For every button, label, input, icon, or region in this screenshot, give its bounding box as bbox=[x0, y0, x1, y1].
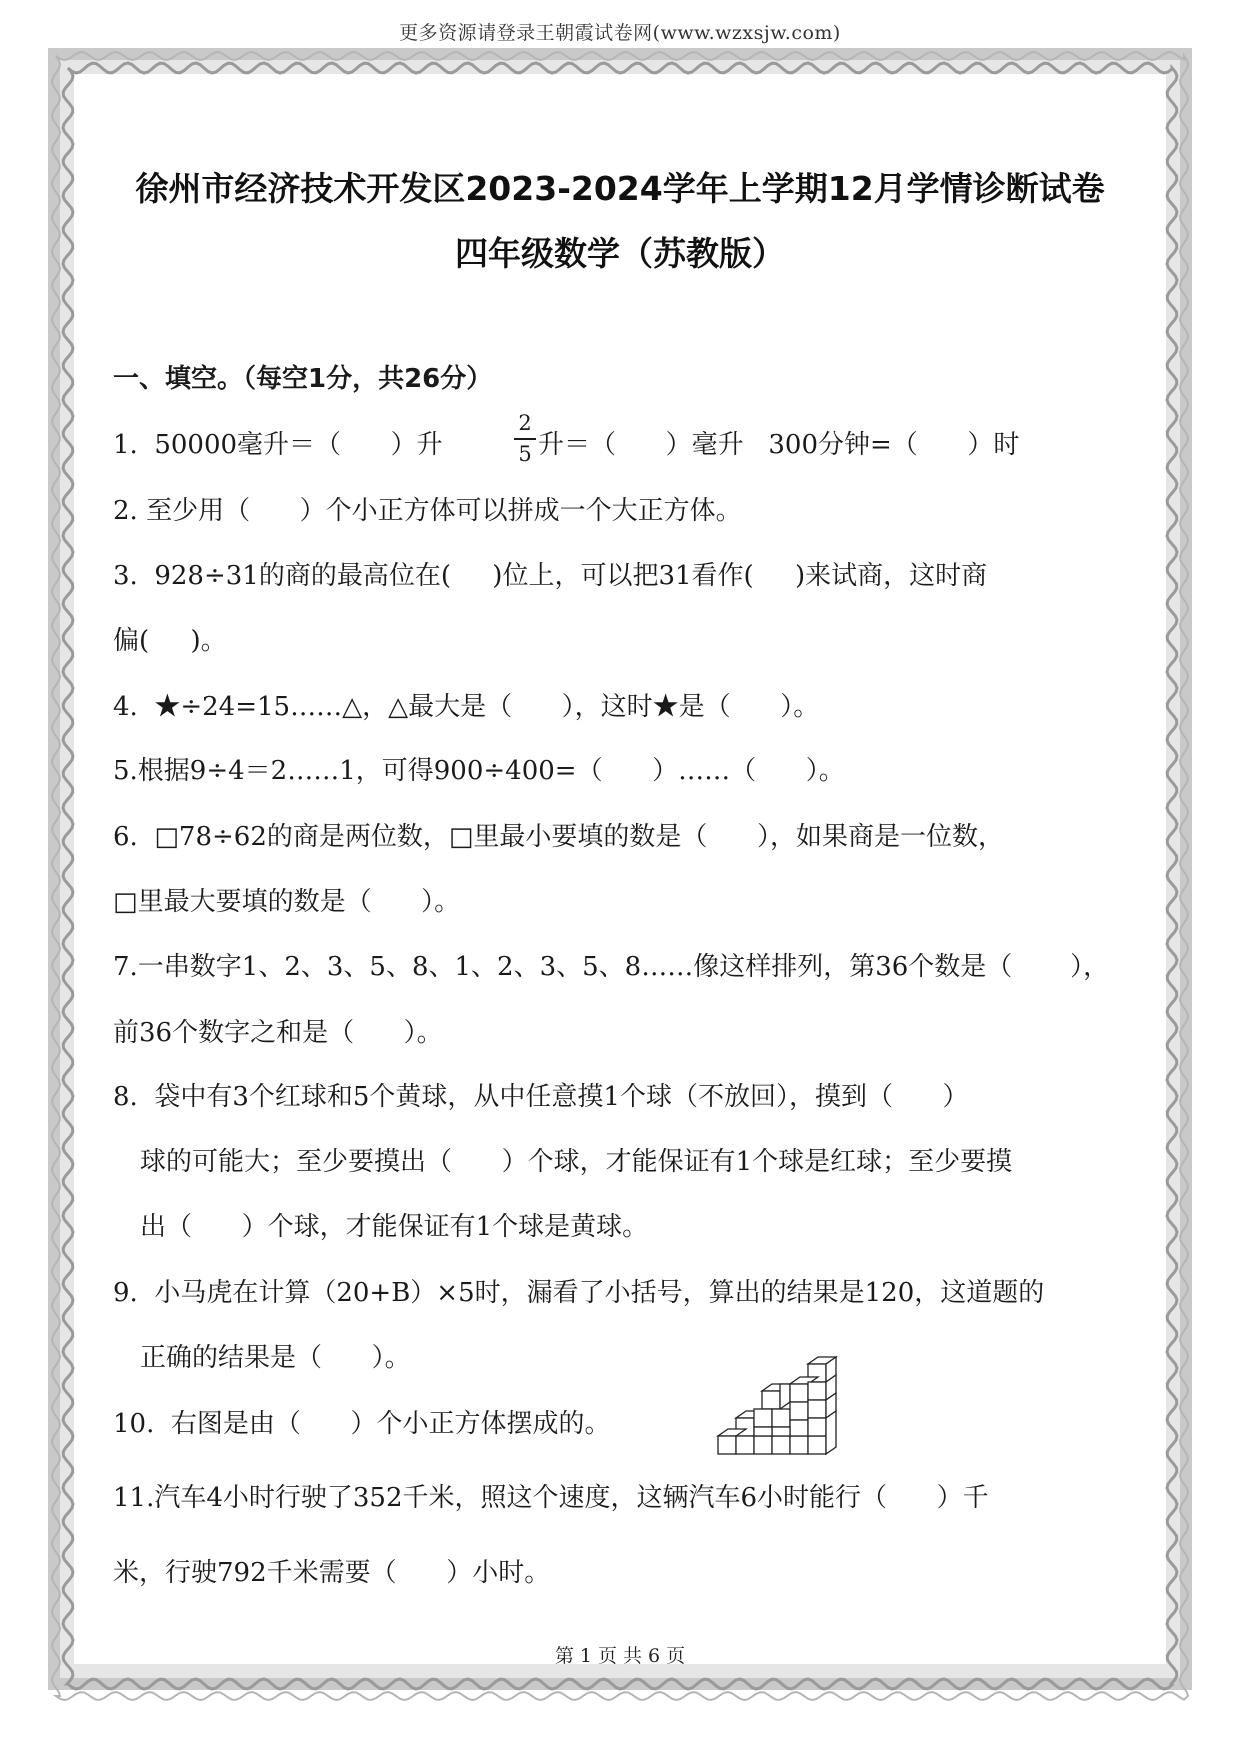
question-11-line-1: 11.汽车4小时行驶了352千米，照这个速度，这辆汽车6小时能行（ ）千 bbox=[113, 1483, 989, 1513]
question-2: 2. 至少用（ ）个小正方体可以拼成一个大正方体。 bbox=[113, 496, 742, 526]
question-1-part-b: 升＝（ ）毫升 300分钟=（ ）时 bbox=[538, 430, 1020, 460]
question-8-line-1: 8. 袋中有3个红球和5个黄球，从中任意摸1个球（不放回），摸到（ ） bbox=[113, 1082, 969, 1112]
question-6-line-2: □里最大要填的数是（ ）。 bbox=[113, 887, 461, 917]
fraction-numerator: 2 bbox=[518, 411, 532, 435]
question-6-line-1: 6. □78÷62的商是两位数，□里最小要填的数是（ ），如果商是一位数， bbox=[113, 822, 1005, 852]
question-3-line-2: 偏( )。 bbox=[113, 626, 227, 656]
cube-stack-figure bbox=[716, 1353, 850, 1459]
fraction-bar bbox=[514, 438, 536, 440]
question-4: 4. ★÷24=15……△，△最大是（ ），这时★是（ ）。 bbox=[113, 692, 820, 722]
website-note: 更多资源请登录王朝霞试卷网(www.wzxsjw.com) bbox=[399, 22, 841, 44]
exam-subtitle: 四年级数学（苏教版） bbox=[455, 234, 785, 273]
question-11-line-2: 米，行驶792千米需要（ ）小时。 bbox=[113, 1558, 551, 1588]
question-3-line-1: 3. 928÷31的商的最高位在( )位上，可以把31看作( )来试商，这时商 bbox=[113, 561, 988, 591]
question-7-line-1: 7.一串数字1、2、3、5、8、1、2、3、5、8……像这样排列，第36个数是（ ）， bbox=[113, 952, 1110, 982]
question-7-line-2: 前36个数字之和是（ ）。 bbox=[113, 1018, 443, 1048]
question-5: 5.根据9÷4＝2……1，可得900÷400=（ ）……（ ）。 bbox=[113, 756, 845, 786]
question-9-line-1: 9. 小马虎在计算（20+B）×5时，漏看了小括号，算出的结果是120，这道题的 bbox=[113, 1278, 1045, 1308]
question-8-line-2: 球的可能大；至少要摸出（ ）个球，才能保证有1个球是红球；至少要摸 bbox=[140, 1147, 1013, 1177]
question-9-line-2: 正确的结果是（ ）。 bbox=[140, 1343, 411, 1373]
question-8-line-3: 出（ ）个球，才能保证有1个球是黄球。 bbox=[140, 1212, 649, 1242]
section-heading-fill-in: 一、填空。（每空1分，共26分） bbox=[113, 364, 493, 394]
page-number-footer: 第 1 页 共 6 页 bbox=[554, 1645, 686, 1667]
fraction-denominator: 5 bbox=[518, 441, 532, 466]
question-1-part-a: 1. 50000毫升＝（ ）升 bbox=[113, 430, 443, 460]
fraction-two-fifths bbox=[514, 413, 536, 465]
question-10: 10. 右图是由（ ）个小正方体摆成的。 bbox=[113, 1409, 611, 1439]
exam-title: 徐州市经济技术开发区2023-2024学年上学期12月学情诊断试卷 bbox=[135, 169, 1105, 208]
